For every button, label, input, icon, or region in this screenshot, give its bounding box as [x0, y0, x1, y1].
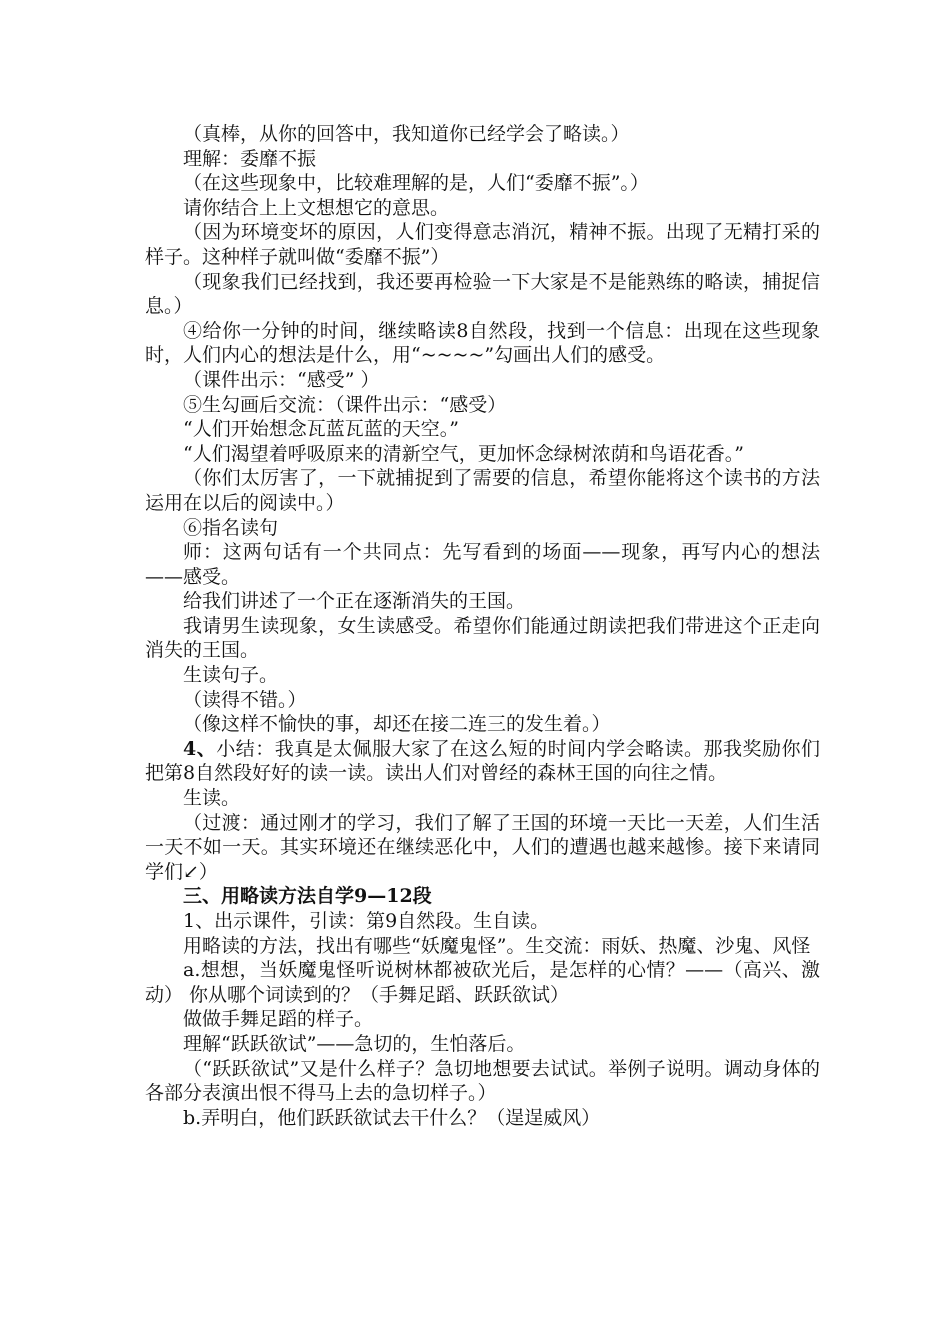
paragraph-14: 师：这两句话有一个共同点：先写看到的场面——现象，再写内心的想法——感受。: [145, 541, 820, 588]
paragraph-8: （课件出示：“感受” ）: [183, 368, 380, 391]
paragraph-26: a.想想，当妖魔鬼怪听说树林都被砍光后，是怎样的心情？——（高兴、激动） 你从哪个词读到的？（手舞足蹈、跃跃欲试）: [145, 959, 820, 1006]
paragraph-20: [145, 737, 820, 786]
paragraph-9: ⑤生勾画后交流：（课件出示：“感受）: [183, 393, 507, 416]
paragraph-4: 请你结合上上文想想它的意思。: [183, 196, 450, 219]
paragraph-22: （过渡：通过刚才的学习，我们了解了王国的环境一天比一天差，人们生活一天不如一天。其实环境还在继续恶化中，人们的遭遇也越来越惨。接下来请同学们↙）: [145, 811, 820, 883]
paragraph-13: ⑥指名读句: [183, 516, 279, 539]
paragraph-27: 做做手舞足蹈的样子。: [183, 1008, 374, 1031]
paragraph-15: 给我们讲述了一个正在逐渐消失的王国。: [183, 590, 526, 613]
paragraph-17: 生读句子。: [183, 664, 279, 687]
paragraph-25: 用略读的方法，找出有哪些“妖魔鬼怪”。生交流：雨妖、热魔、沙鬼、风怪: [183, 934, 811, 957]
paragraph-2: 理解：委靡不振: [183, 147, 317, 170]
summary-number: 4、: [183, 737, 217, 760]
paragraph-5: （因为环境变坏的原因，人们变得意志消沉，精神不振。出现了无精打采的样子。这种样子就叫做“委靡不振”）: [145, 221, 820, 268]
paragraph-21: 生读。: [183, 787, 241, 810]
paragraph-24: 1、出示课件，引读：第9自然段。生自读。: [183, 910, 550, 932]
section-heading: 三、用略读方法自学9—12段: [183, 885, 432, 908]
paragraph-11: “人们渴望着呼吸原来的清新空气，更加怀念绿树浓荫和鸟语花香。”: [183, 442, 744, 465]
paragraph-7: ④给你一分钟的时间，继续略读8自然段，找到一个信息：出现在这些现象时，人们内心的想法是什么，用“~~~~”勾画出人们的感受。: [145, 319, 820, 367]
paragraph-3: （在这些现象中，比较难理解的是，人们“委靡不振”。）: [183, 172, 649, 195]
document-body: [145, 122, 820, 1130]
paragraph-29: （“跃跃欲试”又是什么样子？急切地想要去试试。举例子说明。调动身体的各部分表演出恨不得马上去的急切样子。）: [145, 1057, 820, 1105]
paragraph-6: （现象我们已经找到，我还要再检验一下大家是不是能熟练的略读，捕捉信息。）: [145, 270, 820, 318]
paragraph-12: （你们太厉害了，一下就捕捉到了需要的信息，希望你能将这个读书的方法运用在以后的阅读中。）: [145, 467, 820, 514]
paragraph-28: 理解“跃跃欲试”——急切的，生怕落后。: [183, 1032, 526, 1055]
paragraph-1: （真棒，从你的回答中，我知道你已经学会了略读。）: [183, 123, 630, 145]
paragraph-18: （读得不错。）: [183, 688, 307, 711]
paragraph-30: b.弄明白，他们跃跃欲试去干什么？（逞逞威风）: [183, 1106, 601, 1129]
paragraph-19: （像这样不愉快的事，却还在接二连三的发生着。）: [183, 713, 611, 736]
summary-text: 小结：我真是太佩服大家了在这么短的时间内学会略读。那我奖励你们把第8自然段好好的读一读。读出人们对曾经的森林王国的向往之情。: [145, 737, 820, 785]
paragraph-16: 我请男生读现象，女生读感受。希望你们能通过朗读把我们带进这个正走向消失的王国。: [145, 614, 820, 662]
paragraph-10: “人们开始想念瓦蓝瓦蓝的天空。”: [183, 418, 459, 441]
